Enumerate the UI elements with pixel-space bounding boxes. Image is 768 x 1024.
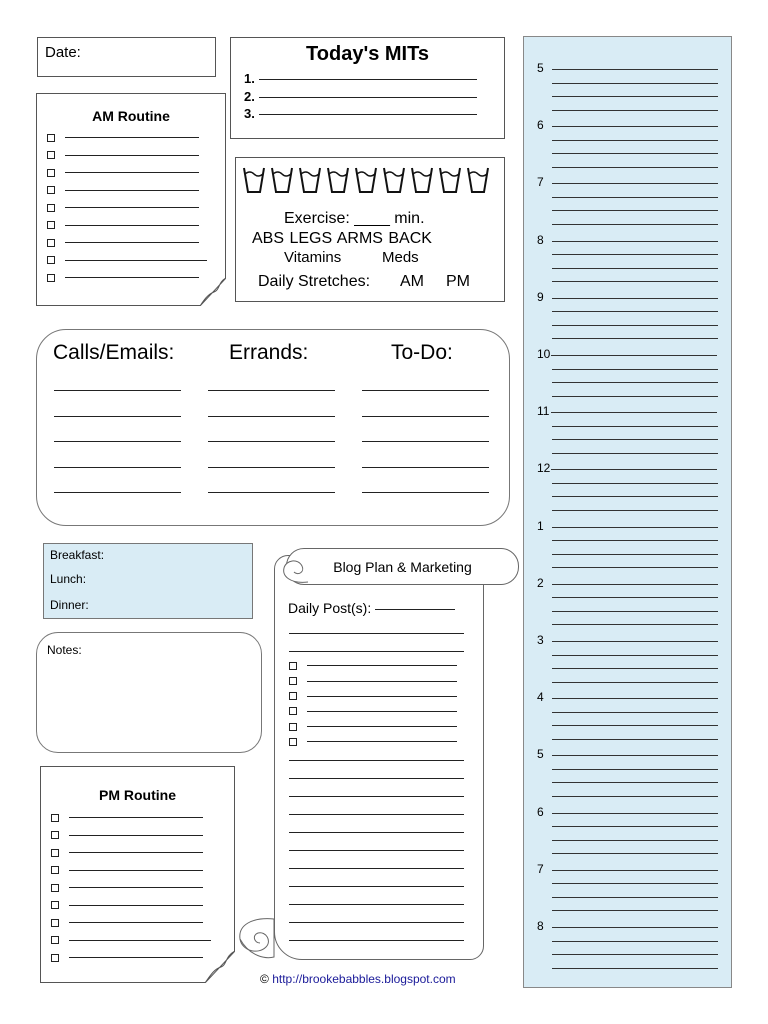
mits-box: [230, 37, 505, 139]
schedule-line[interactable]: [552, 597, 718, 598]
blog-line[interactable]: [289, 760, 464, 761]
water-glasses: [242, 166, 494, 194]
mit-number: 1.: [244, 71, 255, 86]
blog-title: Blog Plan & Marketing: [333, 559, 472, 575]
checkbox[interactable]: [47, 169, 55, 177]
water-glass-icon[interactable]: [242, 166, 266, 194]
schedule-line[interactable]: [552, 69, 718, 70]
schedule-line[interactable]: [552, 927, 718, 928]
schedule-line[interactable]: [552, 739, 718, 740]
daily-posts-label: Daily Post(s):: [288, 600, 372, 616]
checkbox[interactable]: [47, 204, 55, 212]
task-line[interactable]: [54, 492, 181, 493]
schedule-line[interactable]: [552, 311, 718, 312]
schedule-line[interactable]: [552, 968, 718, 969]
schedule-line[interactable]: [552, 883, 718, 884]
write-line[interactable]: [65, 242, 199, 243]
schedule-line[interactable]: [552, 369, 718, 370]
write-line[interactable]: [65, 155, 199, 156]
task-line[interactable]: [54, 467, 181, 468]
checkbox-row[interactable]: [51, 846, 203, 858]
checkbox[interactable]: [47, 221, 55, 229]
schedule-line[interactable]: [552, 183, 718, 184]
checkbox[interactable]: [289, 692, 297, 700]
blog-checkbox-row[interactable]: [289, 659, 457, 671]
schedule-line[interactable]: [552, 782, 718, 783]
blog-checkbox-row[interactable]: [289, 689, 457, 701]
task-line[interactable]: [208, 492, 335, 493]
write-line[interactable]: [307, 741, 457, 742]
checkbox-row[interactable]: [51, 934, 211, 946]
stretches-pm[interactable]: PM: [446, 273, 470, 290]
schedule-line[interactable]: [552, 853, 718, 854]
task-line[interactable]: [362, 416, 489, 417]
hour-label: 5: [537, 747, 544, 762]
schedule-line[interactable]: [552, 554, 718, 555]
daily-posts-field[interactable]: [288, 600, 455, 616]
schedule-line[interactable]: [552, 298, 718, 299]
stretches-am[interactable]: AM: [400, 273, 424, 290]
blog-line[interactable]: [289, 633, 464, 634]
schedule-line[interactable]: [552, 682, 718, 683]
schedule-line[interactable]: [552, 496, 718, 497]
schedule-line[interactable]: [552, 453, 718, 454]
schedule-line[interactable]: [552, 382, 718, 383]
meds-label: Meds: [382, 249, 419, 266]
mit-row[interactable]: [244, 106, 477, 121]
checkbox[interactable]: [47, 239, 55, 247]
schedule-line[interactable]: [552, 281, 718, 282]
schedule-line[interactable]: [552, 96, 718, 97]
schedule-line[interactable]: [552, 439, 718, 440]
write-line[interactable]: [69, 922, 203, 923]
task-line[interactable]: [362, 492, 489, 493]
checkbox-row[interactable]: [47, 271, 199, 283]
schedule-line[interactable]: [552, 197, 718, 198]
schedule-line[interactable]: [552, 769, 718, 770]
checkbox[interactable]: [47, 274, 55, 282]
checkbox[interactable]: [289, 738, 297, 746]
water-exercise-box: [235, 157, 505, 302]
calls-emails-column: [54, 330, 181, 525]
hour-label: 4: [537, 690, 544, 705]
schedule-line[interactable]: [552, 483, 718, 484]
schedule-line[interactable]: [552, 698, 718, 699]
hour-label: 8: [537, 232, 544, 247]
page-curl-icon: [200, 278, 226, 306]
schedule-line[interactable]: [552, 140, 718, 141]
hour-label: 7: [537, 861, 544, 876]
pm-routine-title: PM Routine: [99, 787, 176, 803]
blog-line[interactable]: [289, 651, 464, 652]
checkbox[interactable]: [51, 866, 59, 874]
write-line[interactable]: [65, 225, 199, 226]
schedule-line[interactable]: [552, 268, 718, 269]
checkbox[interactable]: [51, 901, 59, 909]
mit-row[interactable]: [244, 89, 477, 104]
daily-stretches-label: Daily Stretches:: [258, 273, 371, 290]
write-line[interactable]: [69, 835, 203, 836]
write-line[interactable]: [307, 711, 457, 712]
breakfast-label: Breakfast:: [50, 548, 105, 562]
date-label: Date:: [45, 44, 81, 61]
tasks-box: [36, 329, 510, 526]
schedule-line[interactable]: [552, 624, 718, 625]
checkbox[interactable]: [51, 884, 59, 892]
checkbox[interactable]: [51, 831, 59, 839]
footer-url[interactable]: http://brookebabbles.blogspot.com: [272, 972, 456, 986]
checkbox[interactable]: [47, 134, 55, 142]
schedule-line[interactable]: [552, 611, 718, 612]
checkbox-row[interactable]: [51, 864, 203, 876]
schedule-line[interactable]: [552, 897, 718, 898]
checkbox-row[interactable]: [51, 829, 203, 841]
schedule-line[interactable]: [552, 527, 718, 528]
blog-line[interactable]: [289, 850, 464, 851]
hour-label: 8: [537, 919, 544, 933]
errands-column: [208, 330, 335, 525]
schedule-line[interactable]: [551, 412, 717, 413]
write-line[interactable]: [69, 870, 203, 871]
hour-label: 2: [537, 575, 544, 590]
date-box: [37, 37, 216, 77]
water-glass-icon[interactable]: [354, 166, 378, 194]
blog-checkbox-row[interactable]: [289, 735, 457, 747]
schedule-line[interactable]: [552, 167, 718, 168]
schedule-line[interactable]: [552, 567, 718, 568]
write-line[interactable]: [65, 137, 199, 138]
checkbox-row[interactable]: [51, 951, 203, 963]
checkbox[interactable]: [47, 186, 55, 194]
write-line[interactable]: [69, 940, 211, 941]
calls-emails-header: Calls/Emails:: [53, 341, 175, 364]
blog-line[interactable]: [289, 868, 464, 869]
notes-label: Notes:: [47, 643, 82, 657]
checkbox-row[interactable]: [47, 184, 199, 196]
write-line[interactable]: [65, 172, 199, 173]
schedule-line[interactable]: [552, 153, 718, 154]
write-line[interactable]: [69, 905, 203, 906]
write-line[interactable]: [69, 817, 203, 818]
checkbox-row[interactable]: [51, 881, 203, 893]
checkbox[interactable]: [289, 662, 297, 670]
water-glass-icon[interactable]: [382, 166, 406, 194]
pm-routine-box: [40, 766, 235, 983]
schedule-line[interactable]: [552, 668, 718, 669]
hour-label: 6: [537, 118, 544, 133]
notes-box: [36, 632, 262, 753]
schedule-line[interactable]: [552, 224, 718, 225]
write-line[interactable]: [307, 696, 457, 697]
write-line[interactable]: [65, 260, 207, 261]
lunch-label: Lunch:: [50, 572, 87, 586]
schedule-line[interactable]: [551, 355, 717, 356]
write-line[interactable]: [65, 190, 199, 191]
banner-curl-icon: [280, 552, 314, 586]
schedule-line[interactable]: [552, 338, 718, 339]
schedule-line[interactable]: [552, 712, 718, 713]
task-line[interactable]: [54, 390, 181, 391]
hour-label: 12: [537, 461, 551, 476]
write-line[interactable]: [65, 277, 199, 278]
hour-label: 9: [537, 289, 544, 304]
schedule-line[interactable]: [552, 655, 718, 656]
hour-label: 11: [537, 404, 550, 419]
checkbox-row[interactable]: [47, 254, 207, 266]
task-line[interactable]: [208, 390, 335, 391]
footer-credit: [260, 972, 456, 986]
blog-line[interactable]: [289, 940, 464, 941]
checkbox-row[interactable]: [47, 166, 199, 178]
blog-line[interactable]: [289, 832, 464, 833]
write-line[interactable]: [307, 681, 457, 682]
write-line[interactable]: [69, 852, 203, 853]
schedule-line[interactable]: [552, 325, 718, 326]
exercise-line: Exercise: ____ min.: [284, 210, 425, 227]
write-line[interactable]: [69, 957, 203, 958]
schedule-line[interactable]: [552, 641, 718, 642]
schedule-line[interactable]: [552, 870, 718, 871]
task-line[interactable]: [208, 441, 335, 442]
todo-header: To-Do:: [391, 341, 453, 364]
water-glass-icon[interactable]: [298, 166, 322, 194]
blog-line[interactable]: [289, 814, 464, 815]
schedule-line[interactable]: [552, 725, 718, 726]
schedule-line[interactable]: [552, 813, 718, 814]
hour-label: 1: [537, 518, 544, 533]
checkbox[interactable]: [47, 256, 55, 264]
water-glass-icon[interactable]: [270, 166, 294, 194]
schedule-line[interactable]: [552, 954, 718, 955]
task-line[interactable]: [208, 416, 335, 417]
checkbox[interactable]: [47, 151, 55, 159]
checkbox-row[interactable]: [51, 899, 203, 911]
schedule-line[interactable]: [552, 510, 718, 511]
schedule-line[interactable]: [552, 540, 718, 541]
water-glass-icon[interactable]: [466, 166, 490, 194]
checkbox[interactable]: [51, 814, 59, 822]
checkbox[interactable]: [51, 954, 59, 962]
schedule-line[interactable]: [552, 241, 718, 242]
blog-checkbox-row[interactable]: [289, 720, 457, 732]
task-line[interactable]: [208, 467, 335, 468]
hour-label: 3: [537, 633, 544, 647]
checkbox[interactable]: [51, 936, 59, 944]
schedule-line[interactable]: [552, 426, 718, 427]
copyright-symbol: ©: [260, 972, 269, 986]
vitamins-label: Vitamins: [284, 249, 342, 266]
mit-row[interactable]: [244, 71, 477, 86]
checkbox[interactable]: [51, 849, 59, 857]
checkbox[interactable]: [51, 919, 59, 927]
checkbox-row[interactable]: [47, 149, 199, 161]
write-line[interactable]: [65, 207, 199, 208]
hour-label: 5: [537, 61, 544, 75]
muscle-groups: ABS LEGS ARMS BACK: [252, 230, 432, 247]
task-line[interactable]: [362, 390, 489, 391]
schedule-line[interactable]: [552, 755, 718, 756]
water-glass-icon[interactable]: [326, 166, 350, 194]
checkbox-row[interactable]: [51, 916, 203, 928]
mit-number: 2.: [244, 89, 255, 104]
mit-number: 3.: [244, 106, 255, 121]
blog-checkbox-row[interactable]: [289, 705, 457, 717]
dinner-label: Dinner:: [50, 598, 89, 612]
water-glass-icon[interactable]: [410, 166, 434, 194]
task-line[interactable]: [362, 441, 489, 442]
task-line[interactable]: [54, 441, 181, 442]
checkbox-row[interactable]: [47, 236, 199, 248]
schedule-line[interactable]: [552, 83, 718, 84]
checkbox-row[interactable]: [47, 201, 199, 213]
mits-title: Today's MITs: [306, 43, 429, 65]
task-line[interactable]: [362, 467, 489, 468]
schedule-line[interactable]: [552, 110, 718, 111]
schedule-line[interactable]: [552, 941, 718, 942]
blog-banner: [286, 548, 519, 585]
blog-line[interactable]: [289, 904, 464, 905]
checkbox[interactable]: [289, 707, 297, 715]
task-line[interactable]: [54, 416, 181, 417]
errands-header: Errands:: [229, 341, 309, 364]
hour-label: 6: [537, 804, 544, 819]
am-routine-title: AM Routine: [92, 108, 170, 124]
schedule-line[interactable]: [552, 126, 718, 127]
schedule-column: [523, 36, 732, 988]
schedule-line[interactable]: [552, 254, 718, 255]
checkbox[interactable]: [289, 677, 297, 685]
write-line[interactable]: [307, 665, 457, 666]
blog-line[interactable]: [289, 796, 464, 797]
scroll-curl-icon: [236, 915, 276, 959]
blog-line[interactable]: [289, 778, 464, 779]
blog-checkbox-row[interactable]: [289, 674, 457, 686]
blog-line[interactable]: [289, 886, 464, 887]
blog-line[interactable]: [289, 922, 464, 923]
write-line[interactable]: [69, 887, 203, 888]
schedule-line[interactable]: [551, 469, 717, 470]
todo-column: [362, 330, 489, 525]
schedule-line[interactable]: [552, 796, 718, 797]
checkbox-row[interactable]: [51, 811, 203, 823]
am-routine-box: [36, 93, 226, 306]
checkbox-row[interactable]: [47, 131, 199, 143]
schedule-line[interactable]: [552, 396, 718, 397]
schedule-line[interactable]: [552, 840, 718, 841]
schedule-line[interactable]: [552, 210, 718, 211]
water-glass-icon[interactable]: [438, 166, 462, 194]
schedule-line[interactable]: [552, 584, 718, 585]
meals-box: [43, 543, 253, 619]
hour-label: 7: [537, 175, 544, 190]
page-curl-icon: [205, 951, 235, 983]
hour-label: 10: [537, 347, 551, 361]
schedule-line[interactable]: [552, 910, 718, 911]
write-line[interactable]: [307, 726, 457, 727]
schedule-line[interactable]: [552, 826, 718, 827]
checkbox[interactable]: [289, 723, 297, 731]
checkbox-row[interactable]: [47, 219, 199, 231]
